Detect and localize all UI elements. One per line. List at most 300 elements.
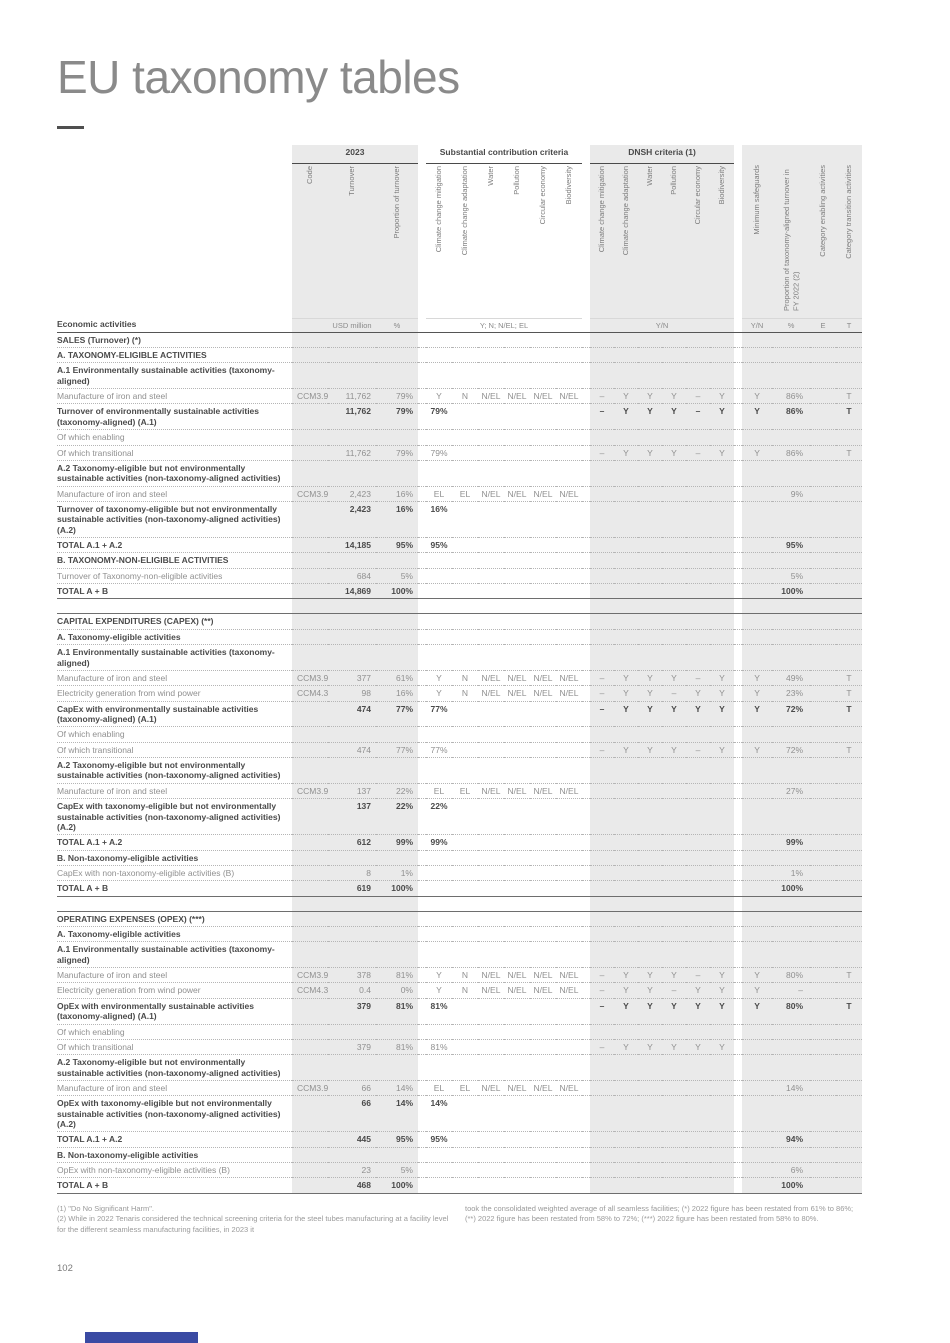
cell-category-transition: T	[836, 742, 862, 757]
cell-scc-pollution	[504, 799, 530, 835]
cell-dnsh-pollution: Y	[662, 389, 686, 404]
cell-scc-water	[478, 430, 504, 445]
cell-dnsh-water	[638, 927, 662, 942]
cell-code: CCM3.9	[292, 486, 328, 501]
cell-scc-climate-mitigation	[426, 942, 452, 968]
cell-scc-water	[478, 629, 504, 644]
cell-scc-water	[478, 701, 504, 727]
cell-category-enabling	[810, 1024, 836, 1039]
cell-code: CCM3.9	[292, 389, 328, 404]
cell-proportion: 5%	[376, 568, 418, 583]
cell-scc-pollution	[504, 553, 530, 568]
column-gap	[734, 1080, 742, 1095]
cell-dnsh-pollution: –	[662, 686, 686, 701]
column-gap	[734, 835, 742, 850]
cell-dnsh-circular-economy	[686, 348, 710, 363]
column-gap	[734, 363, 742, 389]
row-label: Electricity generation from wind power	[57, 983, 292, 998]
column-gap	[582, 1096, 590, 1132]
cell-dnsh-circular-economy	[686, 568, 710, 583]
cell-category-transition: T	[836, 701, 862, 727]
row-label: A.2 Taxonomy-eligible but not environmentally sustainable activities (non-taxonomy-aligned activities)	[57, 758, 292, 784]
cell-scc-biodiversity	[556, 404, 582, 430]
table-row	[57, 1132, 862, 1147]
cell-dnsh-climate-mitigation	[590, 538, 614, 553]
cell-dnsh-water	[638, 501, 662, 537]
cell-proportion: 81%	[376, 1039, 418, 1054]
row-label: CapEx with non-taxonomy-eligible activities (B)	[57, 865, 292, 880]
cell-scc-biodiversity	[556, 727, 582, 742]
dnsh-biodiversity-label: Biodiversity	[717, 165, 727, 204]
cell-category-enabling	[810, 501, 836, 537]
cell-code	[292, 1096, 328, 1132]
cell-code: CCM3.9	[292, 968, 328, 983]
cell-scc-climate-mitigation: EL	[426, 783, 452, 798]
table-row	[57, 1055, 862, 1081]
column-gap	[418, 942, 426, 968]
cell-category-enabling	[810, 599, 836, 614]
cell-scc-water	[478, 1055, 504, 1081]
cell-category-transition	[836, 896, 862, 911]
column-gap	[582, 404, 590, 430]
cell-dnsh-water	[638, 1147, 662, 1162]
cell-scc-climate-adaptation	[452, 1024, 478, 1039]
cell-scc-climate-mitigation: 79%	[426, 445, 452, 460]
column-gap	[418, 332, 426, 347]
column-gap	[734, 865, 742, 880]
scc-climate-adaptation-label: Climate change adaptation	[460, 165, 470, 255]
cell-scc-climate-adaptation: N	[452, 983, 478, 998]
cell-scc-water	[478, 501, 504, 537]
cell-scc-climate-mitigation: Y	[426, 389, 452, 404]
cell-category-transition	[836, 983, 862, 998]
cell-dnsh-pollution	[662, 1024, 686, 1039]
cell-min-safeguards	[742, 460, 772, 486]
cell-scc-pollution	[504, 850, 530, 865]
cell-dnsh-circular-economy: –	[686, 404, 710, 430]
cell-category-enabling	[810, 1096, 836, 1132]
unit-min-safeguards: Y/N	[742, 318, 772, 332]
row-label: Of which enabling	[57, 430, 292, 445]
cell-dnsh-biodiversity	[710, 850, 734, 865]
cell-category-transition	[836, 568, 862, 583]
cell-proportion: 79%	[376, 404, 418, 430]
cell-dnsh-climate-mitigation: –	[590, 968, 614, 983]
column-gap	[734, 460, 742, 486]
cell-dnsh-biodiversity	[710, 568, 734, 583]
cell-dnsh-climate-mitigation	[590, 835, 614, 850]
cell-min-safeguards	[742, 501, 772, 537]
column-gap	[582, 701, 590, 727]
cell-dnsh-water	[638, 835, 662, 850]
column-gap	[734, 727, 742, 742]
unit-transition: T	[836, 318, 862, 332]
cell-category-enabling	[810, 1178, 836, 1193]
page-number: 102	[57, 1263, 73, 1275]
cell-dnsh-biodiversity	[710, 835, 734, 850]
cell-dnsh-climate-mitigation: –	[590, 686, 614, 701]
cell-scc-climate-adaptation	[452, 1132, 478, 1147]
cell-category-transition	[836, 1178, 862, 1193]
cell-scc-climate-adaptation	[452, 799, 478, 835]
cell-scc-biodiversity	[556, 614, 582, 629]
cell-dnsh-water: Y	[638, 404, 662, 430]
col-header-dnsh-biodiversity	[710, 163, 734, 318]
cell-scc-circular-economy: N/EL	[530, 670, 556, 685]
cell-scc-climate-mitigation	[426, 568, 452, 583]
cell-code	[292, 332, 328, 347]
cell-category-enabling	[810, 727, 836, 742]
cell-dnsh-water: Y	[638, 701, 662, 727]
cell-dnsh-pollution	[662, 850, 686, 865]
cell-dnsh-biodiversity	[710, 501, 734, 537]
cell-scc-climate-adaptation	[452, 445, 478, 460]
table-row	[57, 553, 862, 568]
cell-min-safeguards	[742, 896, 772, 911]
column-gap	[418, 348, 426, 363]
cell-category-enabling	[810, 742, 836, 757]
cell-category-enabling	[810, 799, 836, 835]
table-row	[57, 584, 862, 599]
cell-scc-circular-economy	[530, 568, 556, 583]
cell-proportion: 5%	[376, 1163, 418, 1178]
cell-dnsh-circular-economy	[686, 1080, 710, 1095]
cell-dnsh-water	[638, 1163, 662, 1178]
cell-scc-circular-economy	[530, 584, 556, 599]
table-row	[57, 835, 862, 850]
cell-scc-pollution: N/EL	[504, 389, 530, 404]
cell-dnsh-water	[638, 758, 662, 784]
cell-dnsh-biodiversity	[710, 332, 734, 347]
column-gap	[734, 850, 742, 865]
cell-dnsh-biodiversity: Y	[710, 686, 734, 701]
footnote-column-right	[465, 1204, 862, 1236]
column-gap	[734, 430, 742, 445]
cell-category-transition: T	[836, 998, 862, 1024]
cell-dnsh-climate-mitigation: –	[590, 742, 614, 757]
table-row	[57, 1024, 862, 1039]
cell-category-enabling	[810, 1080, 836, 1095]
cell-scc-circular-economy	[530, 865, 556, 880]
cell-scc-climate-mitigation	[426, 881, 452, 896]
column-gap	[734, 758, 742, 784]
cell-category-enabling	[810, 998, 836, 1024]
cell-scc-circular-economy	[530, 404, 556, 430]
cell-proportion	[376, 942, 418, 968]
cell-scc-water	[478, 727, 504, 742]
cell-turnover	[328, 332, 376, 347]
cell-scc-climate-adaptation	[452, 1055, 478, 1081]
row-label: A.1 Environmentally sustainable activities (taxonomy-aligned)	[57, 363, 292, 389]
row-label: Of which transitional	[57, 742, 292, 757]
cell-turnover: 378	[328, 968, 376, 983]
cell-dnsh-climate-mitigation	[590, 553, 614, 568]
cell-proportion	[376, 758, 418, 784]
table-row	[57, 1080, 862, 1095]
cell-scc-biodiversity	[556, 758, 582, 784]
cell-dnsh-pollution	[662, 727, 686, 742]
cell-scc-climate-mitigation: 79%	[426, 404, 452, 430]
cell-min-safeguards	[742, 1055, 772, 1081]
cell-proportion: 1%	[376, 865, 418, 880]
cell-turnover: 137	[328, 799, 376, 835]
cell-dnsh-pollution	[662, 599, 686, 614]
column-gap	[418, 584, 426, 599]
col-header-turnover-label: Turnover	[347, 165, 357, 196]
cell-fy2022-proportion: 1%	[772, 865, 810, 880]
cell-scc-biodiversity	[556, 584, 582, 599]
cell-proportion: 22%	[376, 783, 418, 798]
cell-dnsh-climate-mitigation	[590, 568, 614, 583]
dnsh-climate-adaptation-label: Climate change adaptation	[621, 165, 631, 255]
cell-proportion: 22%	[376, 799, 418, 835]
cell-dnsh-climate-adaptation	[614, 538, 638, 553]
cell-category-enabling	[810, 1132, 836, 1147]
col-header-code-label: Code	[305, 165, 315, 184]
cell-dnsh-climate-mitigation	[590, 927, 614, 942]
cell-scc-climate-adaptation	[452, 742, 478, 757]
cell-proportion: 0%	[376, 983, 418, 998]
cell-min-safeguards	[742, 1024, 772, 1039]
cell-category-enabling	[810, 486, 836, 501]
col-header-dnsh-circular-economy	[686, 163, 710, 318]
cell-dnsh-climate-adaptation	[614, 942, 638, 968]
cell-dnsh-biodiversity: Y	[710, 742, 734, 757]
cell-scc-pollution	[504, 501, 530, 537]
cell-category-transition	[836, 1163, 862, 1178]
cell-dnsh-biodiversity	[710, 1080, 734, 1095]
cell-dnsh-water	[638, 568, 662, 583]
cell-code	[292, 865, 328, 880]
cell-proportion	[376, 348, 418, 363]
cell-dnsh-climate-mitigation	[590, 645, 614, 671]
cell-scc-water: N/EL	[478, 783, 504, 798]
cell-dnsh-circular-economy	[686, 1147, 710, 1162]
cell-scc-climate-mitigation: 14%	[426, 1096, 452, 1132]
cell-fy2022-proportion: 49%	[772, 670, 810, 685]
cell-dnsh-pollution	[662, 1178, 686, 1193]
cell-min-safeguards: Y	[742, 670, 772, 685]
cell-scc-pollution	[504, 835, 530, 850]
cell-dnsh-climate-mitigation	[590, 799, 614, 835]
column-gap	[418, 1178, 426, 1193]
cell-min-safeguards	[742, 835, 772, 850]
cell-scc-circular-economy	[530, 1132, 556, 1147]
cell-scc-biodiversity	[556, 799, 582, 835]
row-label: A.2 Taxonomy-eligible but not environmentally sustainable activities (non-taxonomy-aligned activities)	[57, 1055, 292, 1081]
cell-turnover: 66	[328, 1080, 376, 1095]
cell-scc-climate-mitigation	[426, 1163, 452, 1178]
cell-dnsh-climate-adaptation: Y	[614, 1039, 638, 1054]
cell-fy2022-proportion	[772, 430, 810, 445]
cell-category-enabling	[810, 911, 836, 926]
column-gap	[582, 445, 590, 460]
cell-proportion	[376, 1055, 418, 1081]
cell-scc-climate-adaptation	[452, 501, 478, 537]
cell-dnsh-biodiversity: Y	[710, 670, 734, 685]
cell-dnsh-water	[638, 1080, 662, 1095]
cell-scc-water	[478, 835, 504, 850]
cell-min-safeguards: Y	[742, 968, 772, 983]
row-label: Of which transitional	[57, 1039, 292, 1054]
column-gap	[418, 911, 426, 926]
cell-scc-climate-adaptation: N	[452, 670, 478, 685]
cell-category-transition: T	[836, 670, 862, 685]
column-gap	[582, 430, 590, 445]
cell-code	[292, 1055, 328, 1081]
cell-code	[292, 850, 328, 865]
cell-category-transition	[836, 629, 862, 644]
cell-scc-climate-adaptation	[452, 835, 478, 850]
cell-scc-pollution	[504, 584, 530, 599]
cell-code	[292, 568, 328, 583]
cell-scc-biodiversity	[556, 348, 582, 363]
cell-category-transition	[836, 881, 862, 896]
cell-dnsh-climate-mitigation	[590, 1178, 614, 1193]
row-label: Manufacture of iron and steel	[57, 389, 292, 404]
fy2022-proportion-label: Proportion of taxonomy-aligned turnover in FY 2022 (2)	[781, 169, 801, 311]
cell-dnsh-climate-mitigation	[590, 1080, 614, 1095]
cell-dnsh-pollution	[662, 835, 686, 850]
cell-dnsh-pollution	[662, 1147, 686, 1162]
column-gap	[418, 701, 426, 727]
cell-category-enabling	[810, 332, 836, 347]
cell-dnsh-biodiversity	[710, 1147, 734, 1162]
footnote-line: took the consolidated weighted average of all seamless facilities; (*) 2022 figure has been restated from 61% to 86%; (**) 2022 figure has been restated from 58% to 72%; (***) 2022 figure has been restated from 58% to 80%.	[465, 1203, 854, 1224]
cell-scc-circular-economy	[530, 445, 556, 460]
cell-scc-water	[478, 911, 504, 926]
cell-scc-circular-economy	[530, 701, 556, 727]
cell-dnsh-biodiversity	[710, 553, 734, 568]
column-gap	[582, 486, 590, 501]
column-gap	[734, 1039, 742, 1054]
cell-dnsh-circular-economy	[686, 758, 710, 784]
cell-scc-climate-adaptation	[452, 1096, 478, 1132]
cell-scc-water: N/EL	[478, 389, 504, 404]
row-label	[57, 896, 292, 911]
col-header-scc-circular-economy	[530, 163, 556, 318]
cell-dnsh-circular-economy	[686, 363, 710, 389]
cell-dnsh-climate-adaptation: Y	[614, 389, 638, 404]
cell-fy2022-proportion	[772, 1096, 810, 1132]
column-gap	[582, 758, 590, 784]
cell-scc-biodiversity	[556, 881, 582, 896]
column-gap	[734, 1132, 742, 1147]
col-header-code	[292, 163, 328, 318]
cell-dnsh-climate-mitigation	[590, 348, 614, 363]
cell-fy2022-proportion	[772, 614, 810, 629]
column-gap	[734, 942, 742, 968]
cell-dnsh-water	[638, 486, 662, 501]
cell-dnsh-water	[638, 783, 662, 798]
cell-dnsh-climate-adaptation	[614, 1024, 638, 1039]
cell-scc-pollution	[504, 1055, 530, 1081]
cell-scc-pollution: N/EL	[504, 983, 530, 998]
row-label: Turnover of taxonomy-eligible but not environmentally sustainable activities (non-taxonomy-aligned activities) (A.2)	[57, 501, 292, 537]
cell-code: CCM3.9	[292, 1080, 328, 1095]
cell-scc-climate-mitigation: 77%	[426, 742, 452, 757]
row-label: TOTAL A.1 + A.2	[57, 538, 292, 553]
cell-min-safeguards: Y	[742, 983, 772, 998]
cell-category-enabling	[810, 538, 836, 553]
cell-dnsh-water: Y	[638, 670, 662, 685]
column-gap	[582, 927, 590, 942]
cell-scc-biodiversity	[556, 645, 582, 671]
cell-dnsh-water	[638, 942, 662, 968]
row-label: Manufacture of iron and steel	[57, 670, 292, 685]
column-gap	[582, 896, 590, 911]
table-row	[57, 538, 862, 553]
cell-scc-pollution	[504, 911, 530, 926]
cell-dnsh-water	[638, 538, 662, 553]
cell-dnsh-water: Y	[638, 1039, 662, 1054]
column-gap	[734, 670, 742, 685]
cell-dnsh-biodiversity	[710, 486, 734, 501]
cell-dnsh-circular-economy	[686, 896, 710, 911]
cell-dnsh-climate-adaptation	[614, 348, 638, 363]
cell-scc-climate-mitigation: 95%	[426, 538, 452, 553]
cell-min-safeguards: Y	[742, 742, 772, 757]
cell-dnsh-water	[638, 1096, 662, 1132]
cell-dnsh-climate-adaptation	[614, 1147, 638, 1162]
cell-scc-water	[478, 998, 504, 1024]
cell-code	[292, 835, 328, 850]
cell-code	[292, 445, 328, 460]
cell-scc-biodiversity	[556, 501, 582, 537]
cell-fy2022-proportion: 86%	[772, 445, 810, 460]
cell-dnsh-water	[638, 645, 662, 671]
cell-dnsh-biodiversity	[710, 538, 734, 553]
cell-category-transition	[836, 645, 862, 671]
cell-category-enabling	[810, 1055, 836, 1081]
cell-dnsh-pollution	[662, 501, 686, 537]
cell-proportion	[376, 896, 418, 911]
cell-dnsh-climate-mitigation	[590, 850, 614, 865]
cell-proportion	[376, 553, 418, 568]
column-gap	[418, 1055, 426, 1081]
column-gap	[418, 501, 426, 537]
column-gap	[582, 783, 590, 798]
cell-scc-circular-economy	[530, 332, 556, 347]
footnote-line: (1) "Do No Significant Harm".	[57, 1203, 155, 1213]
cell-min-safeguards	[742, 942, 772, 968]
cell-turnover	[328, 614, 376, 629]
cell-scc-water	[478, 348, 504, 363]
cell-min-safeguards	[742, 1096, 772, 1132]
cell-scc-climate-adaptation	[452, 758, 478, 784]
cell-code	[292, 599, 328, 614]
cell-category-enabling	[810, 686, 836, 701]
cell-scc-climate-mitigation	[426, 430, 452, 445]
cell-turnover: 684	[328, 568, 376, 583]
cell-scc-climate-adaptation	[452, 645, 478, 671]
cell-turnover	[328, 1147, 376, 1162]
cell-category-transition	[836, 911, 862, 926]
cell-scc-biodiversity	[556, 445, 582, 460]
column-gap	[418, 460, 426, 486]
column-gap	[582, 348, 590, 363]
column-gap	[734, 783, 742, 798]
column-gap	[734, 983, 742, 998]
cell-proportion: 99%	[376, 835, 418, 850]
column-gap	[418, 742, 426, 757]
cell-scc-biodiversity	[556, 553, 582, 568]
cell-scc-circular-economy: N/EL	[530, 968, 556, 983]
cell-scc-pollution: N/EL	[504, 670, 530, 685]
cell-turnover: 612	[328, 835, 376, 850]
dnsh-climate-mitigation-label: Climate change mitigation	[597, 165, 607, 252]
cell-scc-circular-economy: N/EL	[530, 686, 556, 701]
